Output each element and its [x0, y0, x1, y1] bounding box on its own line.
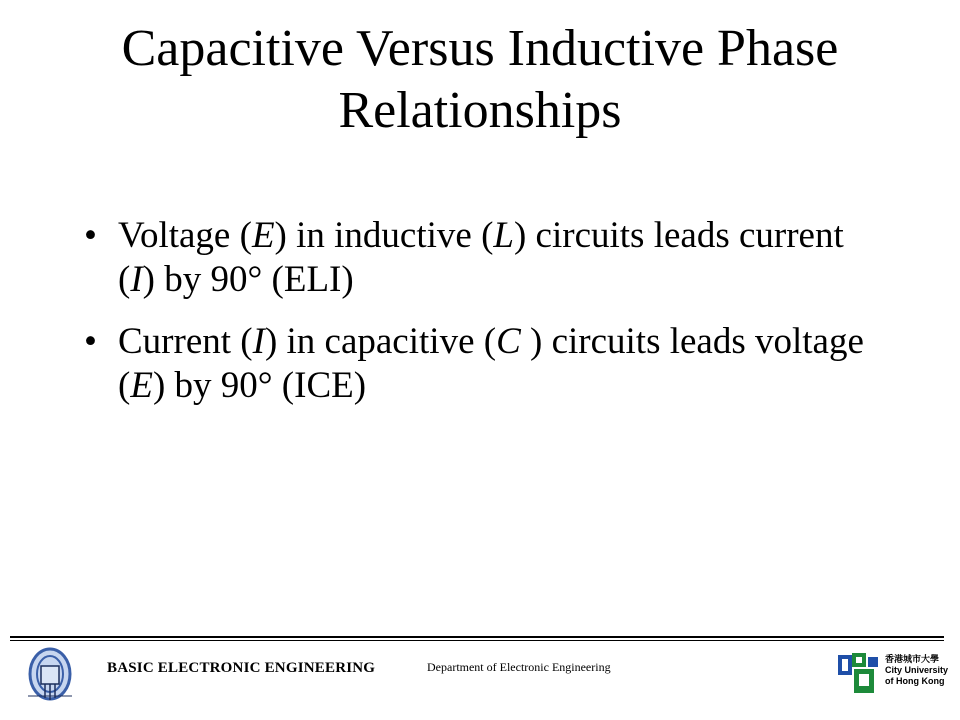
title-line-1: Capacitive Versus Inductive Phase	[121, 20, 839, 77]
bullet-text: ) circuits leads voltage (	[118, 321, 864, 406]
bullet-text: ) in capacitive (	[264, 321, 497, 362]
bullet-item	[84, 214, 884, 302]
bullet-text: ) in inductive (	[274, 215, 494, 256]
bullet-marker: •	[84, 215, 97, 256]
bullet-text: ) by 90° (ELI)	[142, 259, 354, 300]
bullet-variable: C	[496, 321, 521, 362]
department-logo-icon	[24, 646, 76, 704]
bullet-text: ) by 90° (ICE)	[152, 365, 367, 406]
bullet-marker: •	[84, 321, 97, 362]
bullet-list	[84, 214, 884, 426]
bullet-text: Current (	[118, 321, 253, 362]
bullet-text: ) circuits leads current (	[118, 215, 844, 300]
university-name-chinese: 香港城市大學	[885, 654, 940, 664]
title-line-2: Relationships	[338, 82, 622, 139]
bullet-variable: L	[493, 215, 514, 256]
bullet-variable: E	[251, 215, 275, 256]
bullet-variable: E	[130, 365, 153, 406]
bullet-variable: I	[252, 321, 265, 362]
footer-rule-thick	[10, 636, 944, 638]
university-name-line-2: of Hong Kong	[885, 676, 945, 686]
department-name: Department of Electronic Engineering	[427, 660, 611, 674]
slide-title	[40, 18, 920, 142]
course-name: BASIC ELECTRONIC ENGINEERING	[107, 660, 376, 676]
university-name	[885, 654, 948, 687]
bullet-item	[84, 320, 884, 408]
bullet-variable: I	[130, 259, 143, 300]
footer-rule-thin	[10, 640, 944, 641]
university-name-line-1: City University	[885, 665, 949, 675]
university-logo-icon	[836, 651, 882, 695]
bullet-text: Voltage (	[118, 215, 252, 256]
